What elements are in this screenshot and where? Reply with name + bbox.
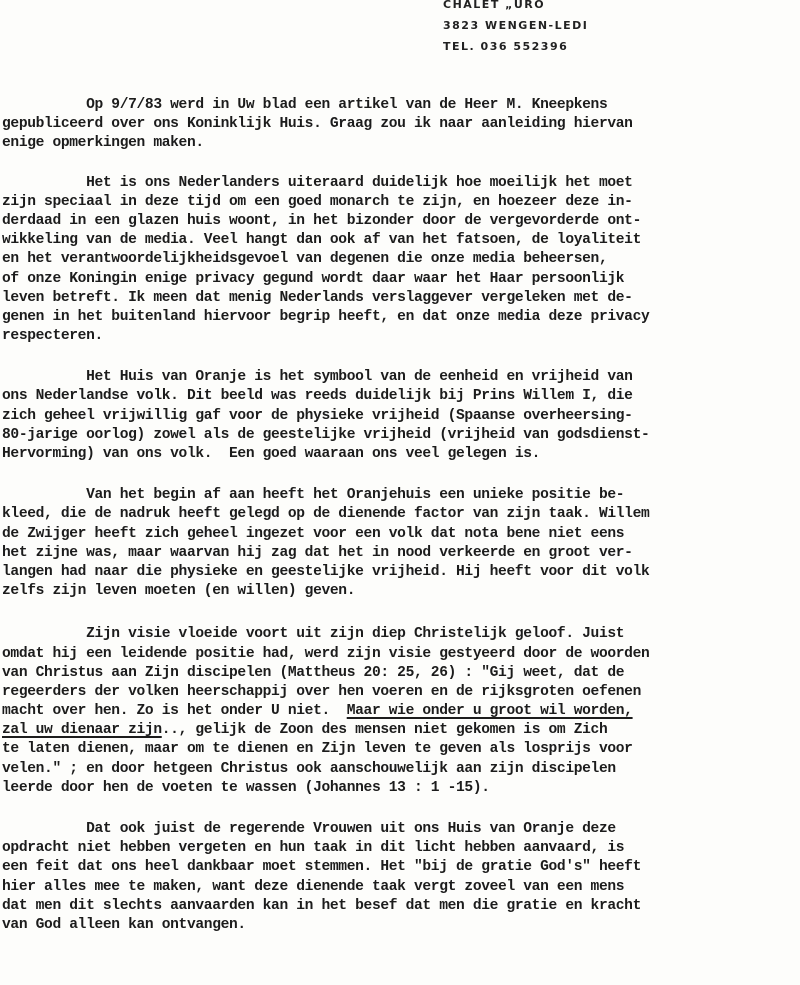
text-line: van God alleen kan ontvangen. bbox=[2, 916, 246, 933]
text-line: wikkeling van de media. Veel hangt dan ook af van het fatsoen, de loyaliteit bbox=[2, 232, 641, 249]
text-line: zelfs zijn leven moeten (en willen) geven. bbox=[2, 583, 356, 600]
paragraph-1 bbox=[2, 96, 800, 154]
text-line: Het is ons Nederlanders uiteraard duidelijk hoe moeilijk het moet bbox=[2, 174, 633, 191]
text-line: leerde door hen de voeten te wassen (Johannes 13 : 1 -15). bbox=[2, 779, 490, 796]
text-line: omdat hij een leidende positie had, werd zijn visie gestyeerd door de woorden bbox=[2, 645, 650, 662]
text-line: of onze Koningin enige privacy gegund wordt daar waar het Haar persoonlijk bbox=[2, 270, 625, 287]
text-line: van Christus aan Zijn discipelen (Mattheus 20: 25, 26) : "Gij weet, dat de bbox=[2, 664, 625, 681]
text-line: een feit dat ons heel dankbaar moet stemmen. Het "bij de gratie God's" heeft bbox=[2, 859, 641, 876]
letterhead-phone: TEL. 036 552396 bbox=[443, 40, 569, 53]
text-line: gepubliceerd over ons Koninklijk Huis. Graag zou ik naar aanleiding hiervan bbox=[2, 116, 633, 133]
underlined-quote: Maar wie onder u groot wil worden, bbox=[346, 703, 633, 720]
text-line: zijn speciaal in deze tijd om een goed monarch te zijn, en hoezeer deze in- bbox=[2, 193, 633, 210]
text-line: leven betreft. Ik meen dat menig Nederlands verslaggever vergeleken met de- bbox=[2, 289, 633, 306]
letterhead-name: CHALET „URO bbox=[443, 0, 546, 11]
text-line: Hervorming) van ons volk. Een goed waaraan ons veel gelegen is. bbox=[2, 446, 541, 462]
text-line: Op 9/7/83 werd in Uw blad een artikel van de Heer M. Kneepkens bbox=[2, 97, 608, 113]
text-line: enige opmerkingen maken. bbox=[2, 135, 204, 152]
text-line-underlined: macht over hen. Zo is het onder U niet. Maar wie onder u groot wil worden, bbox=[2, 703, 633, 720]
paragraph-6 bbox=[2, 820, 800, 935]
paragraph-3 bbox=[2, 368, 800, 464]
text-line: de Zwijger heeft zich geheel ingezet voor een volk dat nota bene niet eens bbox=[2, 525, 625, 542]
text-line: genen in het buitenland hiervoor begrip heeft, en dat onze media deze privacy bbox=[2, 308, 650, 325]
paragraph-5 bbox=[2, 625, 800, 798]
paragraph-2 bbox=[2, 174, 800, 347]
underlined-quote: zal uw dienaar zijn bbox=[2, 722, 162, 739]
text-line: Het Huis van Oranje is het symbool van de eenheid en vrijheid van bbox=[2, 369, 633, 386]
letterhead-address: 3823 WENGEN-LEDI bbox=[443, 19, 589, 32]
text-line: Dat ook juist de regerende Vrouwen uit ons Huis van Oranje deze bbox=[2, 821, 616, 837]
text-line: hier alles mee te maken, want deze dienende taak vergt zoveel van een mens bbox=[2, 878, 625, 895]
text-line: Van het begin af aan heeft het Oranjehuis een unieke positie be- bbox=[2, 487, 625, 504]
text-line: te laten dienen, maar om te dienen en Zijn leven te geven als losprijs voor bbox=[2, 741, 633, 758]
text-line: opdracht niet hebben vergeten en hun taak in dit licht hebben aanvaard, is bbox=[2, 840, 625, 857]
letterhead bbox=[443, 0, 588, 57]
text-line: respecteren. bbox=[2, 328, 103, 345]
text-line-underlined: zal uw dienaar zijn.., gelijk de Zoon des mensen niet gekomen is om Zich bbox=[2, 722, 608, 739]
text-line: regeerders der volken heerschappij over hen voeren en de rijksgroten oefenen bbox=[2, 683, 641, 700]
text-line: langen had naar die physieke en geestelijke vrijheid. Hij heeft voor dit volk bbox=[2, 563, 650, 580]
text-line: en het verantwoordelijkheidsgevoel van degenen die onze media beheersen, bbox=[2, 251, 608, 268]
text-line: 80-jarige oorlog) zowel als de geestelijke vrijheid (vrijheid van godsdienst- bbox=[2, 426, 650, 443]
text-line: derdaad in een glazen huis woont, in het bizonder door de vergevorderde ont- bbox=[2, 212, 641, 229]
text-line: kleed, die de nadruk heeft gelegd op de dienende factor van zijn taak. Willem bbox=[2, 506, 650, 523]
text-line: velen." ; en door hetgeen Christus ook aanschouwelijk aan zijn discipelen bbox=[2, 760, 616, 777]
text-line: zich geheel vrijwillig gaf voor de physieke vrijheid (Spaanse overheersing- bbox=[2, 407, 633, 424]
text-line: Zijn visie vloeide voort uit zijn diep Christelijk geloof. Juist bbox=[2, 626, 625, 643]
letter-body bbox=[2, 96, 800, 957]
text-line: dat men dit slechts aanvaarden kan in het besef dat men die gratie en kracht bbox=[2, 897, 641, 914]
text-line: het zijne was, maar waarvan hij zag dat het in nood verkeerde en groot ver- bbox=[2, 544, 633, 561]
paragraph-4 bbox=[2, 486, 800, 601]
text-line: ons Nederlandse volk. Dit beeld was reeds duidelijk bij Prins Willem I, die bbox=[2, 388, 633, 405]
